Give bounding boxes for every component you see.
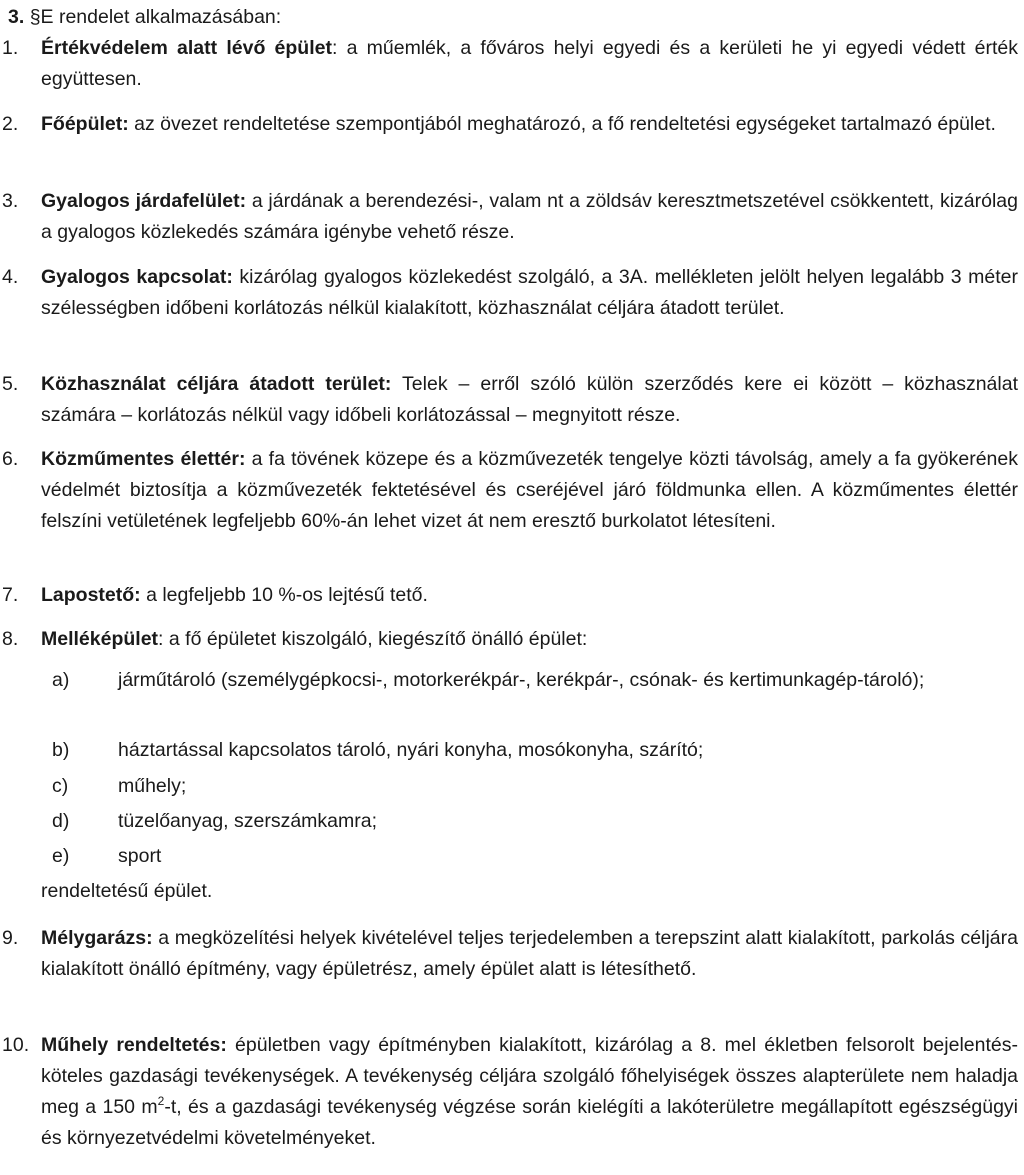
sub-item-letter: a) — [52, 669, 70, 691]
sub-list-item — [52, 771, 1018, 802]
definition-number: 3. — [2, 190, 19, 212]
definition-text: a megközelítési helyek kivételével teljes terjedelemben a terepszint alatt kialakított, parkolás céljára kialakított önálló építmény, vagy épületrész, amely épület alatt is létesíthető. — [41, 927, 1018, 980]
definition-text: a fa tövének közepe és a közművezeték tengelye közti távolság, amely a fa gyökerének védelmét biztosítja a közművezeték fektetésével és cseréjével járó földmunka ellen. A közműmentes élettér felszíni vetületének legfeljebb 60%-án lehet vizet át nem eresztő burkolatot létesíteni. — [41, 448, 1018, 532]
sub-item-text: tüzelőanyag, szerszámkamra; — [118, 810, 378, 832]
definition-number: 5. — [2, 373, 19, 395]
sub-item-letter: d) — [52, 810, 70, 832]
definition-body — [41, 1030, 1018, 1154]
definition-body — [41, 33, 1018, 95]
definition-text: az övezet rendeltetése szempontjából meghatározó, a fő rendeltetési egységeket tartalmazó épület. — [128, 113, 996, 135]
section-symbol: § — [29, 6, 41, 28]
definition-term: Közhasználat céljára átadott terület: — [41, 373, 392, 395]
definition-item — [0, 109, 1018, 140]
definition-body — [41, 186, 1018, 248]
definition-item — [0, 624, 1018, 655]
definition-item — [0, 369, 1018, 431]
definition-term: Lapostető: — [41, 584, 141, 606]
definition-body — [41, 580, 1018, 611]
definition-number: 7. — [2, 584, 19, 606]
definition-term: Mélygarázs: — [41, 927, 153, 949]
definition-text: : a fő épületet kiszolgáló, kiegészítő önálló épület: — [158, 628, 588, 650]
definition-term: Értékvédelem alatt lévő épület — [41, 37, 332, 59]
definition-body — [41, 624, 1018, 655]
definition-item — [0, 923, 1018, 985]
definition-number: 9. — [2, 927, 19, 949]
definition-number: 4. — [2, 266, 19, 288]
definition-number: 6. — [2, 448, 19, 470]
definition-body — [41, 262, 1018, 324]
sub-item-letter: e) — [52, 845, 70, 867]
section-title: E rendelet alkalmazásában: — [40, 6, 282, 28]
definition-term: Közműmentes élettér: — [41, 448, 246, 470]
definition-item — [0, 580, 1018, 611]
sub-item-text: sport — [118, 845, 162, 867]
definition-term: Gyalogos kapcsolat: — [41, 266, 233, 288]
definition-item — [0, 186, 1018, 248]
definition-body — [41, 109, 1018, 140]
definition-text-cont: -t, és a gazdasági tevékenység végzése során kielégíti a lakóterületre megállapított egészségügyi és környezetvédelmi követelményeket. — [41, 1096, 1019, 1149]
definition-text: Telek – erről szóló külön szerződés kere ei között – közhasználat számára – korlátozás nélkül vagy időbeli korlátozással – megnyitott része. — [41, 373, 1018, 426]
sub-item-text: járműtároló (személygépkocsi-, motorkerékpár-, kerékpár-, csónak- és kertimunkagép-tároló); — [118, 669, 925, 691]
definition-item — [0, 1030, 1018, 1154]
sub-item-text: háztartással kapcsolatos tároló, nyári konyha, mosókonyha, szárító; — [118, 739, 704, 761]
definition-term: Főépület: — [41, 113, 129, 135]
definition-text: épületben vagy építményben kialakított, kizárólag a 8. mel ékletben felsorolt bejelentés-köteles gazdasági tevékenységek. A tevékenység céljára szolgáló főhelyiségek összes alapterülete nem haladja meg a 150 m — [41, 1034, 1018, 1118]
definition-body — [41, 444, 1018, 537]
sub-list-item — [52, 841, 1018, 872]
definition-term: Melléképület — [41, 628, 159, 650]
definition-body — [41, 369, 1018, 431]
sub-list-item — [52, 806, 1018, 837]
definition-text: kizárólag gyalogos közlekedést szolgáló, a 3A. mellékleten jelölt helyen legalább 3 méter szélességben időbeni korlátozás nélkül kialakított, közhasználat céljára átadott terület. — [41, 266, 1018, 319]
item8-tail-text: rendeltetésű épület. — [41, 880, 213, 902]
definition-text: : a műemlék, a főváros helyi egyedi és a kerületi he yi egyedi védett érték együttesen. — [41, 37, 1018, 90]
definition-item — [0, 444, 1018, 537]
superscript: 2 — [157, 1094, 165, 1108]
definition-number: 10. — [2, 1034, 30, 1056]
sub-list-item — [52, 665, 1018, 696]
definition-term: Műhely rendeltetés: — [41, 1034, 227, 1056]
section-heading — [8, 2, 281, 33]
definition-item — [0, 33, 1018, 95]
definition-item — [0, 262, 1018, 324]
definition-body — [41, 923, 1018, 985]
sub-item-text: műhely; — [118, 775, 187, 797]
sub-item-letter: c) — [52, 775, 69, 797]
sub-item-letter: b) — [52, 739, 70, 761]
definition-number: 8. — [2, 628, 19, 650]
definition-number: 2. — [2, 113, 19, 135]
definition-text: a járdának a berendezési-, valam nt a zöldsáv keresztmetszetével csökkentett, kizárólag a gyalogos közlekedés számára igénybe vehető része. — [41, 190, 1018, 243]
section-number: 3. — [8, 6, 25, 28]
definition-term: Gyalogos járdafelület: — [41, 190, 247, 212]
definition-number: 1. — [2, 37, 19, 59]
definition-text: a legfeljebb 10 %-os lejtésű tető. — [140, 584, 428, 606]
sub-list-item — [52, 735, 1018, 766]
